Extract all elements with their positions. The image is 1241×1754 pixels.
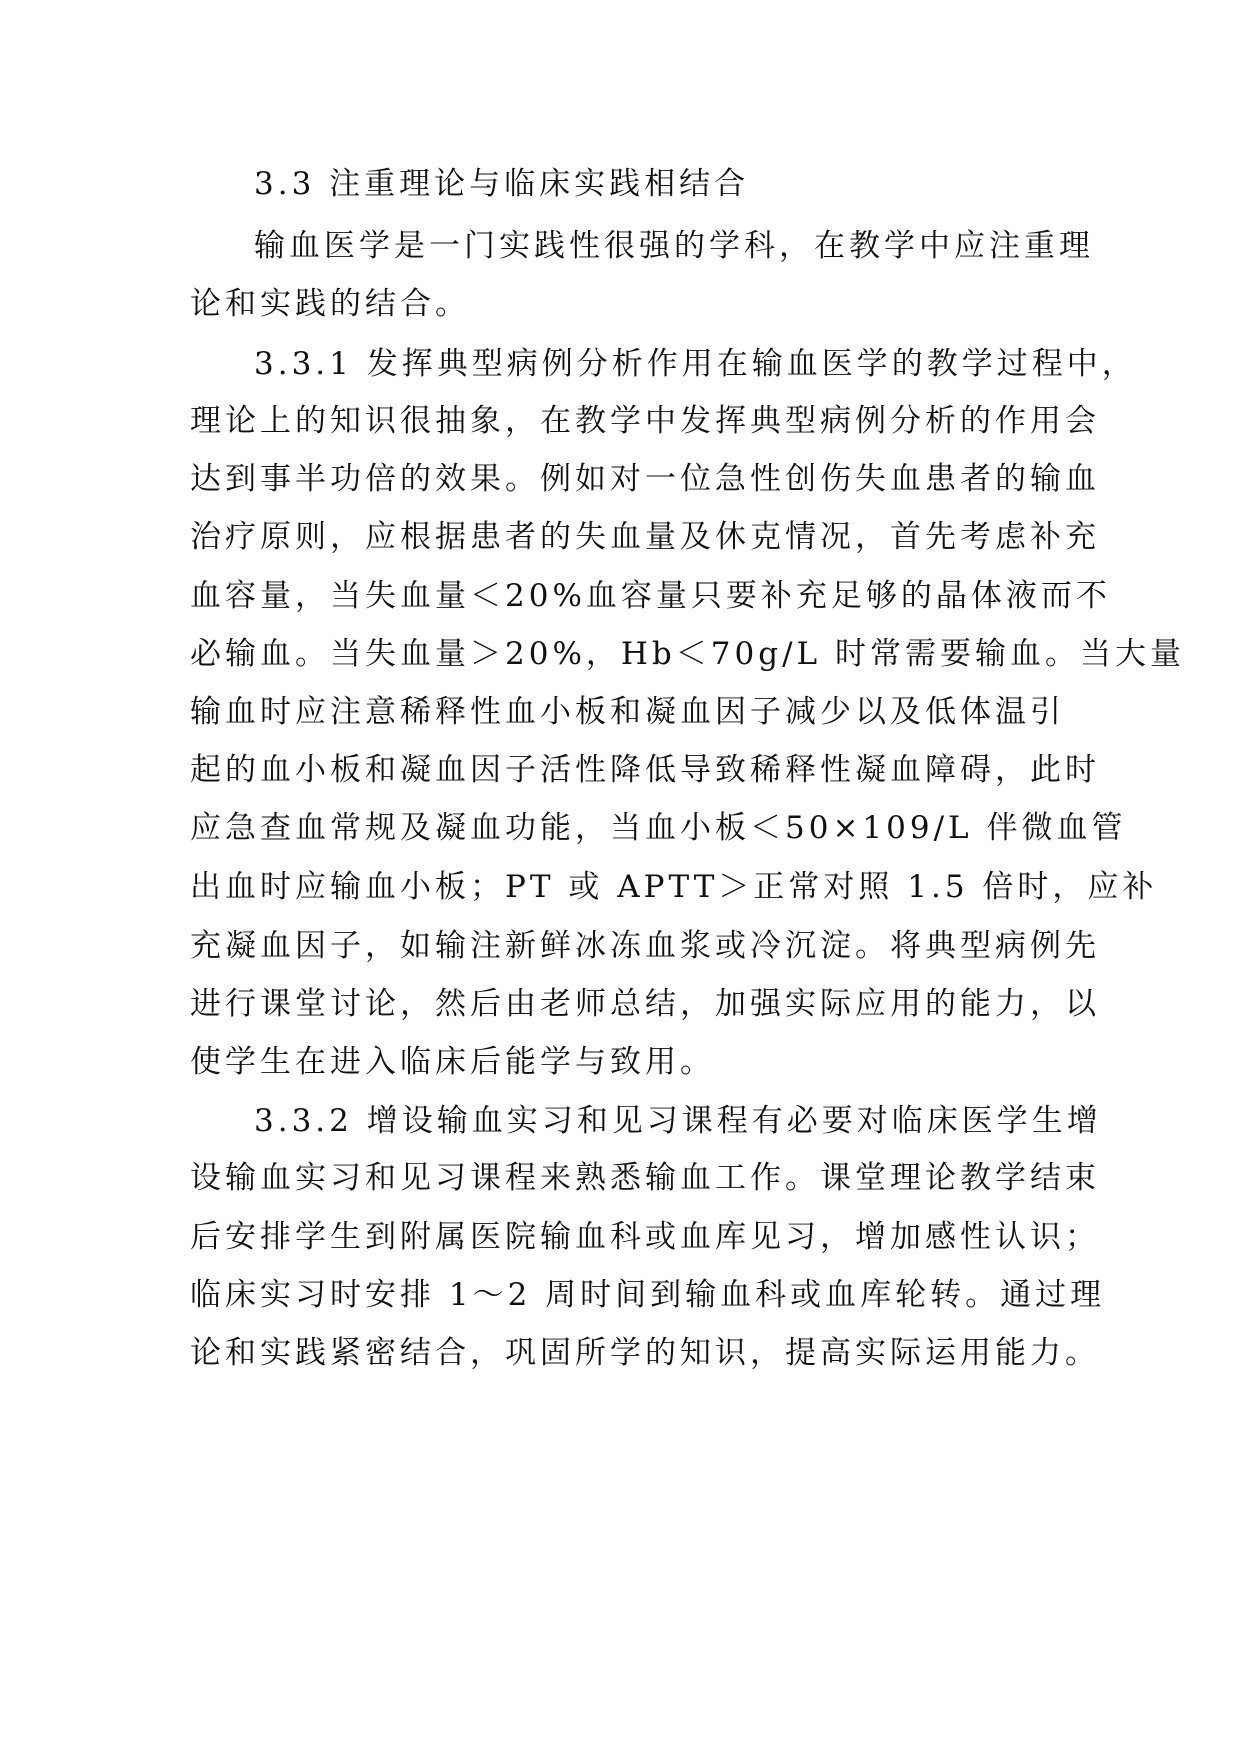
text-line: 治疗原则，应根据患者的失血量及休克情况，首先考虑补充 bbox=[190, 519, 1100, 555]
subsection-heading-line: 3.3.1 发挥典型病例分析作用在输血医学的教学过程中， bbox=[254, 346, 1137, 382]
text-line: 应急查血常规及凝血功能，当血小板＜50×109/L 伴微血管 bbox=[190, 810, 1127, 846]
text-line: 理论上的知识很抽象，在教学中发挥典型病例分析的作用会 bbox=[190, 403, 1100, 439]
text-line: 输血医学是一门实践性很强的学科，在教学中应注重理 bbox=[254, 228, 1094, 264]
text-line: 设输血实习和见习课程来熟悉输血工作。课堂理论教学结束 bbox=[190, 1160, 1100, 1196]
text-line: 进行课堂讨论，然后由老师总结，加强实际应用的能力，以 bbox=[190, 986, 1100, 1022]
text-line: 充凝血因子，如输注新鲜冰冻血浆或冷沉淀。将典型病例先 bbox=[190, 928, 1100, 964]
text-line: 起的血小板和凝血因子活性降低导致稀释性凝血障碍，此时 bbox=[190, 752, 1100, 788]
text-line: 论和实践的结合。 bbox=[190, 286, 470, 322]
subsection-heading-line: 3.3.2 增设输血实习和见习课程有必要对临床医学生增 bbox=[254, 1103, 1102, 1139]
text-line: 输血时应注意稀释性血小板和凝血因子减少以及低体温引 bbox=[190, 694, 1065, 730]
text-line: 论和实践紧密结合，巩固所学的知识，提高实际运用能力。 bbox=[190, 1335, 1100, 1371]
text-line: 后安排学生到附属医院输血科或血库见习，增加感性认识； bbox=[190, 1219, 1100, 1255]
text-line: 必输血。当失血量＞20%，Hb＜70g/L 时常需要输血。当大量 bbox=[190, 636, 1185, 672]
text-line: 血容量，当失血量＜20%血容量只要补充足够的晶体液而不 bbox=[190, 578, 1111, 614]
text-line: 达到事半功倍的效果。例如对一位急性创伤失血患者的输血 bbox=[190, 461, 1100, 497]
text-line: 出血时应输血小板；PT 或 APTT＞正常对照 1.5 倍时，应补 bbox=[190, 869, 1158, 905]
text-line: 临床实习时安排 1～2 周时间到输血科或血库轮转。通过理 bbox=[190, 1277, 1106, 1313]
text-line: 使学生在进入临床后能学与致用。 bbox=[190, 1044, 715, 1080]
section-heading: 3.3 注重理论与临床实践相结合 bbox=[254, 166, 750, 202]
